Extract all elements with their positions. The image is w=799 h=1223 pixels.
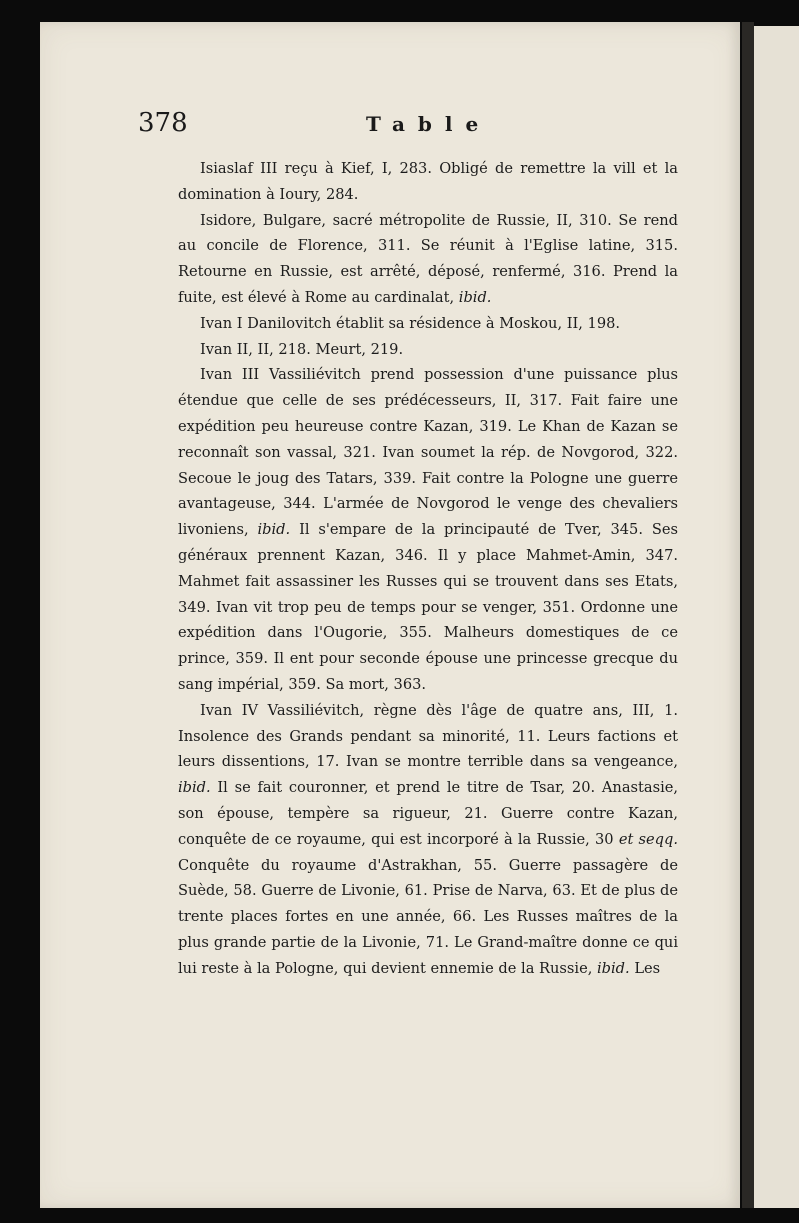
entry-text: Ivan III Vassiliévitch prend possession d'une puissance plus étendue que celle de ses prédécesseurs, II, 317. Fait faire une expédition peu heureuse contre Kazan, 319. Le Khan de Kazan se reconnaît son vassal, 321. Ivan soumet la rép. de Novgorod, 322. Secoue le joug des Tatars, 339. Fait contre la Pologne une guerre avantageuse, 344. L'armée de Novgorod le venge des chevaliers livoniens, <box>178 366 678 539</box>
entry-text: Il se fait couronner, et prend le titre de Tsar, 20. Anastasie, son épouse, tempère sa rigueur, 21. Guerre contre Kazan, conquête de ce royaume, qui est incorporé à la Russie, 30 <box>178 779 679 848</box>
entry-italic-ref: ibid. <box>458 288 492 306</box>
running-title: Table <box>366 112 492 136</box>
page-gutter <box>742 22 754 1208</box>
index-entry-ivan-4 <box>178 698 678 982</box>
entry-text: Ivan II, II, 218. Meurt, 219. <box>200 340 404 358</box>
entry-text: Ivan I Danilovitch établit sa résidence à Moskou, II, 198. <box>200 314 621 332</box>
index-entry-isiaslaf <box>178 156 678 208</box>
entry-italic-ref: ibid. <box>597 959 630 977</box>
entry-italic-ref: et seqq. <box>618 830 679 848</box>
index-text <box>178 156 678 982</box>
entry-text: Isiaslaf III reçu à Kief, I, 283. Obligé de remettre la vill et la domination à Ioury, 284. <box>178 160 678 203</box>
adjacent-page-edge <box>754 26 799 1208</box>
entry-text: Isidore, Bulgare, sacré métropolite de Russie, II, 310. Se rend au concile de Florence, 311. Se réunit à l'Eglise latine, 315. Retourne en Russie, est arrêté, déposé, renfermé, 316. Prend la fuite, est élevé à Rome au cardinalat, <box>178 211 678 306</box>
page-header <box>138 108 698 148</box>
entry-text: Ivan IV Vassiliévitch, règne dès l'âge de quatre ans, III, 1. Insolence des Grands pendant sa minorité, 11. Leurs factions et leurs dissentions, 17. Ivan se montre terrible dans sa vengeance, <box>178 701 678 771</box>
entry-italic-ref: ibid. <box>257 521 291 539</box>
index-entry-ivan-1 <box>178 311 678 337</box>
entry-italic-ref: ibid. <box>178 779 211 797</box>
entry-text: Les <box>634 959 661 977</box>
entry-text: Conquête du royaume d'Astrakhan, 55. Guerre passagère de Suède, 58. Guerre de Livonie, 61. Prise de Narva, 63. Et de plus de trente places fortes en une année, 66. Les Russes maîtres de la plus grande partie de la Livonie, 71. Le Grand-maître donne ce qui lui reste à la Pologne, qui devient ennemie de la Russie, <box>178 856 678 977</box>
index-entry-ivan-3 <box>178 362 678 697</box>
index-entry-isidore <box>178 208 678 311</box>
index-entry-ivan-2 <box>178 337 678 363</box>
page-number: 378 <box>138 108 188 138</box>
entry-text: Il s'empare de la principauté de Tver, 345. Ses généraux prennent Kazan, 346. Il y place Mahmet-Amin, 347. Mahmet fait assassiner les Russes qui se trouvent dans ses Etats, 349. Ivan vit trop peu de temps pour se venger, 351. Ordonne une expédition dans l'Ougorie, 355. Malheurs domestiques de ce prince, 359. Il ent pour seconde épouse une princesse grecque du sang impérial, 359. Sa mort, 363. <box>178 521 678 693</box>
